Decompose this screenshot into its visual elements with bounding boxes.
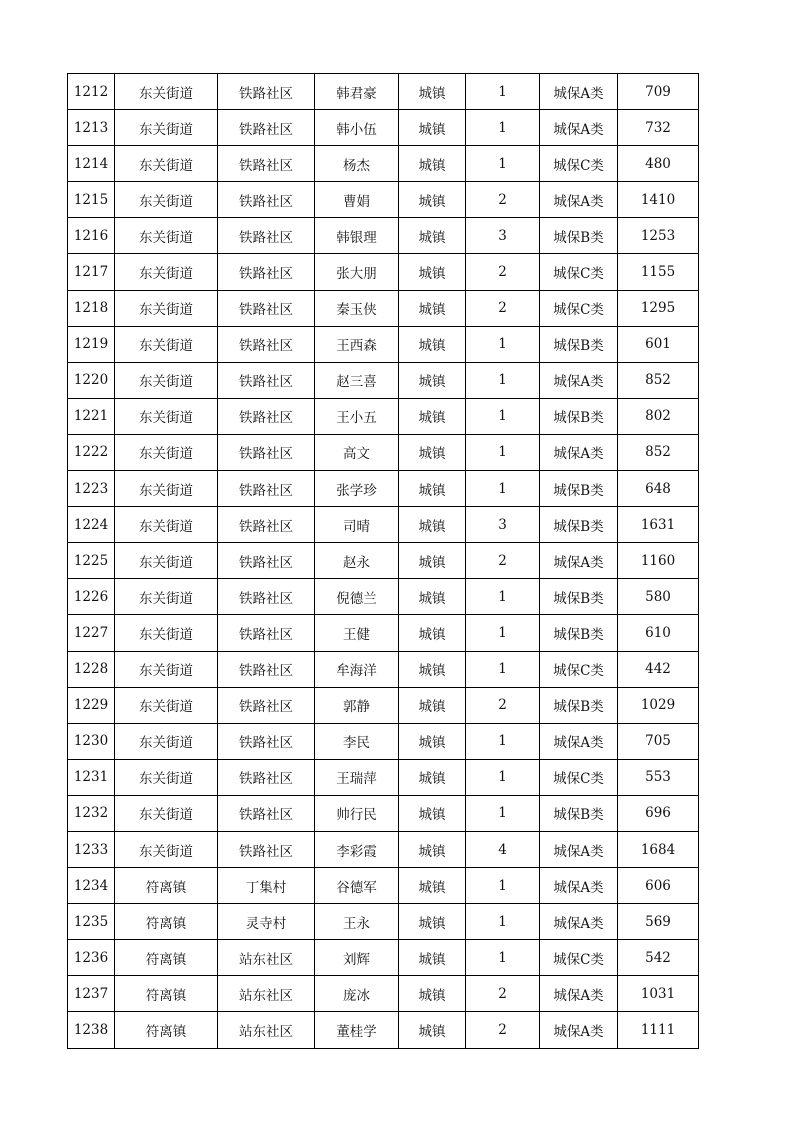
cell-name: 谷德军 xyxy=(315,868,399,904)
cell-category: 城保C类 xyxy=(540,254,618,290)
table-row xyxy=(68,940,699,976)
cell-name: 郭静 xyxy=(315,687,399,723)
cell-household-size: 1 xyxy=(466,795,540,831)
cell-village: 铁路社区 xyxy=(218,507,315,543)
cell-town: 东关街道 xyxy=(115,579,218,615)
cell-household-size: 1 xyxy=(466,471,540,507)
cell-household-size: 1 xyxy=(466,868,540,904)
cell-town: 东关街道 xyxy=(115,398,218,434)
cell-amount: 442 xyxy=(618,651,699,687)
cell-category: 城保A类 xyxy=(540,1012,618,1048)
cell-category: 城保A类 xyxy=(540,362,618,398)
cell-amount: 580 xyxy=(618,579,699,615)
cell-household-size: 1 xyxy=(466,904,540,940)
cell-village: 铁路社区 xyxy=(218,579,315,615)
cell-name: 赵永 xyxy=(315,543,399,579)
cell-name: 曹娟 xyxy=(315,182,399,218)
cell-town: 东关街道 xyxy=(115,723,218,759)
cell-amount: 802 xyxy=(618,398,699,434)
cell-category: 城保B类 xyxy=(540,398,618,434)
cell-serial-number: 1237 xyxy=(68,976,115,1012)
cell-name: 李彩霞 xyxy=(315,831,399,867)
cell-town: 东关街道 xyxy=(115,687,218,723)
cell-serial-number: 1227 xyxy=(68,615,115,651)
cell-household-size: 2 xyxy=(466,976,540,1012)
cell-village: 铁路社区 xyxy=(218,146,315,182)
cell-village: 铁路社区 xyxy=(218,723,315,759)
cell-hukou-type: 城镇 xyxy=(399,1012,466,1048)
cell-category: 城保B类 xyxy=(540,795,618,831)
cell-village: 铁路社区 xyxy=(218,471,315,507)
table-row xyxy=(68,976,699,1012)
cell-name: 王小五 xyxy=(315,398,399,434)
cell-village: 铁路社区 xyxy=(218,398,315,434)
cell-household-size: 1 xyxy=(466,326,540,362)
table-row xyxy=(68,687,699,723)
cell-amount: 1160 xyxy=(618,543,699,579)
cell-town: 东关街道 xyxy=(115,326,218,362)
table-row xyxy=(68,868,699,904)
cell-name: 董桂学 xyxy=(315,1012,399,1048)
cell-category: 城保A类 xyxy=(540,110,618,146)
cell-town: 符离镇 xyxy=(115,1012,218,1048)
cell-category: 城保A类 xyxy=(540,976,618,1012)
cell-hukou-type: 城镇 xyxy=(399,976,466,1012)
cell-town: 东关街道 xyxy=(115,507,218,543)
cell-hukou-type: 城镇 xyxy=(399,398,466,434)
cell-hukou-type: 城镇 xyxy=(399,254,466,290)
cell-category: 城保C类 xyxy=(540,290,618,326)
cell-serial-number: 1230 xyxy=(68,723,115,759)
table-row xyxy=(68,398,699,434)
cell-serial-number: 1219 xyxy=(68,326,115,362)
cell-hukou-type: 城镇 xyxy=(399,904,466,940)
cell-hukou-type: 城镇 xyxy=(399,218,466,254)
cell-town: 东关街道 xyxy=(115,543,218,579)
cell-village: 站东社区 xyxy=(218,940,315,976)
table-row xyxy=(68,471,699,507)
cell-category: 城保B类 xyxy=(540,471,618,507)
cell-town: 东关街道 xyxy=(115,362,218,398)
cell-village: 铁路社区 xyxy=(218,434,315,470)
table-row xyxy=(68,543,699,579)
table-row xyxy=(68,146,699,182)
cell-category: 城保C类 xyxy=(540,146,618,182)
table-row xyxy=(68,651,699,687)
cell-name: 韩君豪 xyxy=(315,74,399,110)
table-row xyxy=(68,434,699,470)
cell-amount: 1410 xyxy=(618,182,699,218)
cell-town: 东关街道 xyxy=(115,831,218,867)
table-row xyxy=(68,723,699,759)
cell-amount: 1029 xyxy=(618,687,699,723)
table-row xyxy=(68,182,699,218)
cell-category: 城保A类 xyxy=(540,868,618,904)
cell-category: 城保A类 xyxy=(540,543,618,579)
cell-town: 东关街道 xyxy=(115,146,218,182)
cell-amount: 610 xyxy=(618,615,699,651)
table-row xyxy=(68,74,699,110)
cell-serial-number: 1231 xyxy=(68,759,115,795)
cell-name: 王永 xyxy=(315,904,399,940)
table-row xyxy=(68,362,699,398)
cell-hukou-type: 城镇 xyxy=(399,759,466,795)
cell-name: 庞冰 xyxy=(315,976,399,1012)
cell-amount: 1031 xyxy=(618,976,699,1012)
cell-hukou-type: 城镇 xyxy=(399,74,466,110)
cell-name: 王西森 xyxy=(315,326,399,362)
cell-category: 城保A类 xyxy=(540,723,618,759)
cell-serial-number: 1214 xyxy=(68,146,115,182)
cell-household-size: 2 xyxy=(466,182,540,218)
cell-village: 铁路社区 xyxy=(218,254,315,290)
cell-hukou-type: 城镇 xyxy=(399,795,466,831)
cell-town: 东关街道 xyxy=(115,759,218,795)
table-row xyxy=(68,795,699,831)
cell-town: 东关街道 xyxy=(115,218,218,254)
cell-village: 铁路社区 xyxy=(218,326,315,362)
cell-serial-number: 1229 xyxy=(68,687,115,723)
cell-amount: 1253 xyxy=(618,218,699,254)
cell-serial-number: 1232 xyxy=(68,795,115,831)
table-row xyxy=(68,615,699,651)
cell-serial-number: 1221 xyxy=(68,398,115,434)
table-row xyxy=(68,110,699,146)
cell-hukou-type: 城镇 xyxy=(399,615,466,651)
table-row xyxy=(68,579,699,615)
cell-amount: 569 xyxy=(618,904,699,940)
cell-hukou-type: 城镇 xyxy=(399,507,466,543)
cell-name: 刘辉 xyxy=(315,940,399,976)
cell-category: 城保A类 xyxy=(540,74,618,110)
cell-village: 铁路社区 xyxy=(218,218,315,254)
cell-village: 铁路社区 xyxy=(218,759,315,795)
cell-hukou-type: 城镇 xyxy=(399,543,466,579)
cell-category: 城保C类 xyxy=(540,940,618,976)
cell-name: 王瑞萍 xyxy=(315,759,399,795)
cell-hukou-type: 城镇 xyxy=(399,723,466,759)
cell-amount: 1684 xyxy=(618,831,699,867)
cell-household-size: 1 xyxy=(466,398,540,434)
cell-serial-number: 1226 xyxy=(68,579,115,615)
cell-serial-number: 1234 xyxy=(68,868,115,904)
cell-category: 城保A类 xyxy=(540,434,618,470)
cell-amount: 852 xyxy=(618,362,699,398)
cell-household-size: 1 xyxy=(466,434,540,470)
cell-town: 东关街道 xyxy=(115,74,218,110)
cell-town: 东关街道 xyxy=(115,254,218,290)
cell-village: 铁路社区 xyxy=(218,362,315,398)
cell-household-size: 2 xyxy=(466,543,540,579)
cell-household-size: 3 xyxy=(466,507,540,543)
cell-amount: 542 xyxy=(618,940,699,976)
cell-village: 铁路社区 xyxy=(218,543,315,579)
cell-category: 城保A类 xyxy=(540,831,618,867)
cell-amount: 553 xyxy=(618,759,699,795)
cell-hukou-type: 城镇 xyxy=(399,471,466,507)
cell-serial-number: 1217 xyxy=(68,254,115,290)
table-row xyxy=(68,904,699,940)
cell-hukou-type: 城镇 xyxy=(399,579,466,615)
cell-village: 站东社区 xyxy=(218,1012,315,1048)
cell-name: 司晴 xyxy=(315,507,399,543)
cell-category: 城保B类 xyxy=(540,326,618,362)
cell-household-size: 1 xyxy=(466,146,540,182)
cell-household-size: 3 xyxy=(466,218,540,254)
cell-household-size: 1 xyxy=(466,579,540,615)
cell-hukou-type: 城镇 xyxy=(399,146,466,182)
cell-village: 铁路社区 xyxy=(218,182,315,218)
cell-category: 城保B类 xyxy=(540,579,618,615)
cell-name: 李民 xyxy=(315,723,399,759)
cell-name: 牟海洋 xyxy=(315,651,399,687)
cell-serial-number: 1224 xyxy=(68,507,115,543)
cell-name: 赵三喜 xyxy=(315,362,399,398)
table-row xyxy=(68,1012,699,1048)
table-row xyxy=(68,759,699,795)
table-row xyxy=(68,218,699,254)
cell-hukou-type: 城镇 xyxy=(399,831,466,867)
cell-hukou-type: 城镇 xyxy=(399,326,466,362)
cell-amount: 1111 xyxy=(618,1012,699,1048)
cell-amount: 648 xyxy=(618,471,699,507)
cell-town: 东关街道 xyxy=(115,471,218,507)
table-row xyxy=(68,507,699,543)
cell-category: 城保A类 xyxy=(540,182,618,218)
cell-hukou-type: 城镇 xyxy=(399,651,466,687)
beneficiary-table xyxy=(67,73,699,1049)
cell-amount: 601 xyxy=(618,326,699,362)
cell-hukou-type: 城镇 xyxy=(399,868,466,904)
cell-village: 铁路社区 xyxy=(218,110,315,146)
cell-amount: 709 xyxy=(618,74,699,110)
cell-name: 高文 xyxy=(315,434,399,470)
cell-household-size: 1 xyxy=(466,651,540,687)
cell-serial-number: 1223 xyxy=(68,471,115,507)
cell-amount: 1631 xyxy=(618,507,699,543)
cell-hukou-type: 城镇 xyxy=(399,110,466,146)
cell-serial-number: 1213 xyxy=(68,110,115,146)
cell-name: 张大朋 xyxy=(315,254,399,290)
cell-village: 灵寺村 xyxy=(218,904,315,940)
cell-serial-number: 1218 xyxy=(68,290,115,326)
cell-category: 城保C类 xyxy=(540,651,618,687)
cell-serial-number: 1216 xyxy=(68,218,115,254)
cell-village: 铁路社区 xyxy=(218,687,315,723)
cell-town: 符离镇 xyxy=(115,904,218,940)
cell-serial-number: 1228 xyxy=(68,651,115,687)
cell-household-size: 2 xyxy=(466,254,540,290)
cell-household-size: 1 xyxy=(466,362,540,398)
cell-hukou-type: 城镇 xyxy=(399,434,466,470)
cell-household-size: 2 xyxy=(466,290,540,326)
cell-hukou-type: 城镇 xyxy=(399,362,466,398)
cell-town: 东关街道 xyxy=(115,615,218,651)
cell-serial-number: 1235 xyxy=(68,904,115,940)
cell-household-size: 1 xyxy=(466,110,540,146)
cell-amount: 480 xyxy=(618,146,699,182)
cell-name: 韩小伍 xyxy=(315,110,399,146)
cell-category: 城保B类 xyxy=(540,507,618,543)
cell-household-size: 1 xyxy=(466,759,540,795)
cell-amount: 1155 xyxy=(618,254,699,290)
cell-village: 铁路社区 xyxy=(218,651,315,687)
cell-name: 秦玉侠 xyxy=(315,290,399,326)
cell-village: 铁路社区 xyxy=(218,831,315,867)
cell-hukou-type: 城镇 xyxy=(399,940,466,976)
cell-town: 东关街道 xyxy=(115,651,218,687)
cell-category: 城保B类 xyxy=(540,687,618,723)
cell-name: 张学珍 xyxy=(315,471,399,507)
cell-serial-number: 1233 xyxy=(68,831,115,867)
cell-serial-number: 1215 xyxy=(68,182,115,218)
table-row xyxy=(68,290,699,326)
table-body xyxy=(68,74,699,1049)
cell-town: 东关街道 xyxy=(115,434,218,470)
cell-amount: 705 xyxy=(618,723,699,759)
cell-amount: 696 xyxy=(618,795,699,831)
cell-village: 丁集村 xyxy=(218,868,315,904)
cell-category: 城保B类 xyxy=(540,615,618,651)
cell-serial-number: 1220 xyxy=(68,362,115,398)
cell-town: 东关街道 xyxy=(115,290,218,326)
cell-town: 东关街道 xyxy=(115,110,218,146)
cell-hukou-type: 城镇 xyxy=(399,687,466,723)
cell-serial-number: 1225 xyxy=(68,543,115,579)
cell-household-size: 1 xyxy=(466,940,540,976)
cell-hukou-type: 城镇 xyxy=(399,182,466,218)
table-row xyxy=(68,254,699,290)
cell-household-size: 4 xyxy=(466,831,540,867)
cell-town: 符离镇 xyxy=(115,976,218,1012)
cell-amount: 852 xyxy=(618,434,699,470)
cell-serial-number: 1212 xyxy=(68,74,115,110)
cell-name: 韩银理 xyxy=(315,218,399,254)
cell-hukou-type: 城镇 xyxy=(399,290,466,326)
cell-amount: 732 xyxy=(618,110,699,146)
cell-amount: 1295 xyxy=(618,290,699,326)
table-row xyxy=(68,831,699,867)
cell-serial-number: 1238 xyxy=(68,1012,115,1048)
cell-name: 王健 xyxy=(315,615,399,651)
cell-village: 铁路社区 xyxy=(218,795,315,831)
cell-village: 站东社区 xyxy=(218,976,315,1012)
cell-town: 东关街道 xyxy=(115,182,218,218)
cell-name: 杨杰 xyxy=(315,146,399,182)
cell-village: 铁路社区 xyxy=(218,290,315,326)
cell-household-size: 2 xyxy=(466,687,540,723)
cell-town: 符离镇 xyxy=(115,868,218,904)
cell-town: 符离镇 xyxy=(115,940,218,976)
cell-name: 帅行民 xyxy=(315,795,399,831)
cell-household-size: 1 xyxy=(466,723,540,759)
cell-village: 铁路社区 xyxy=(218,615,315,651)
cell-serial-number: 1236 xyxy=(68,940,115,976)
cell-serial-number: 1222 xyxy=(68,434,115,470)
cell-town: 东关街道 xyxy=(115,795,218,831)
cell-category: 城保C类 xyxy=(540,759,618,795)
cell-household-size: 1 xyxy=(466,615,540,651)
cell-household-size: 2 xyxy=(466,1012,540,1048)
cell-village: 铁路社区 xyxy=(218,74,315,110)
table-row xyxy=(68,326,699,362)
cell-name: 倪德兰 xyxy=(315,579,399,615)
cell-category: 城保B类 xyxy=(540,218,618,254)
cell-category: 城保A类 xyxy=(540,904,618,940)
cell-amount: 606 xyxy=(618,868,699,904)
cell-household-size: 1 xyxy=(466,74,540,110)
